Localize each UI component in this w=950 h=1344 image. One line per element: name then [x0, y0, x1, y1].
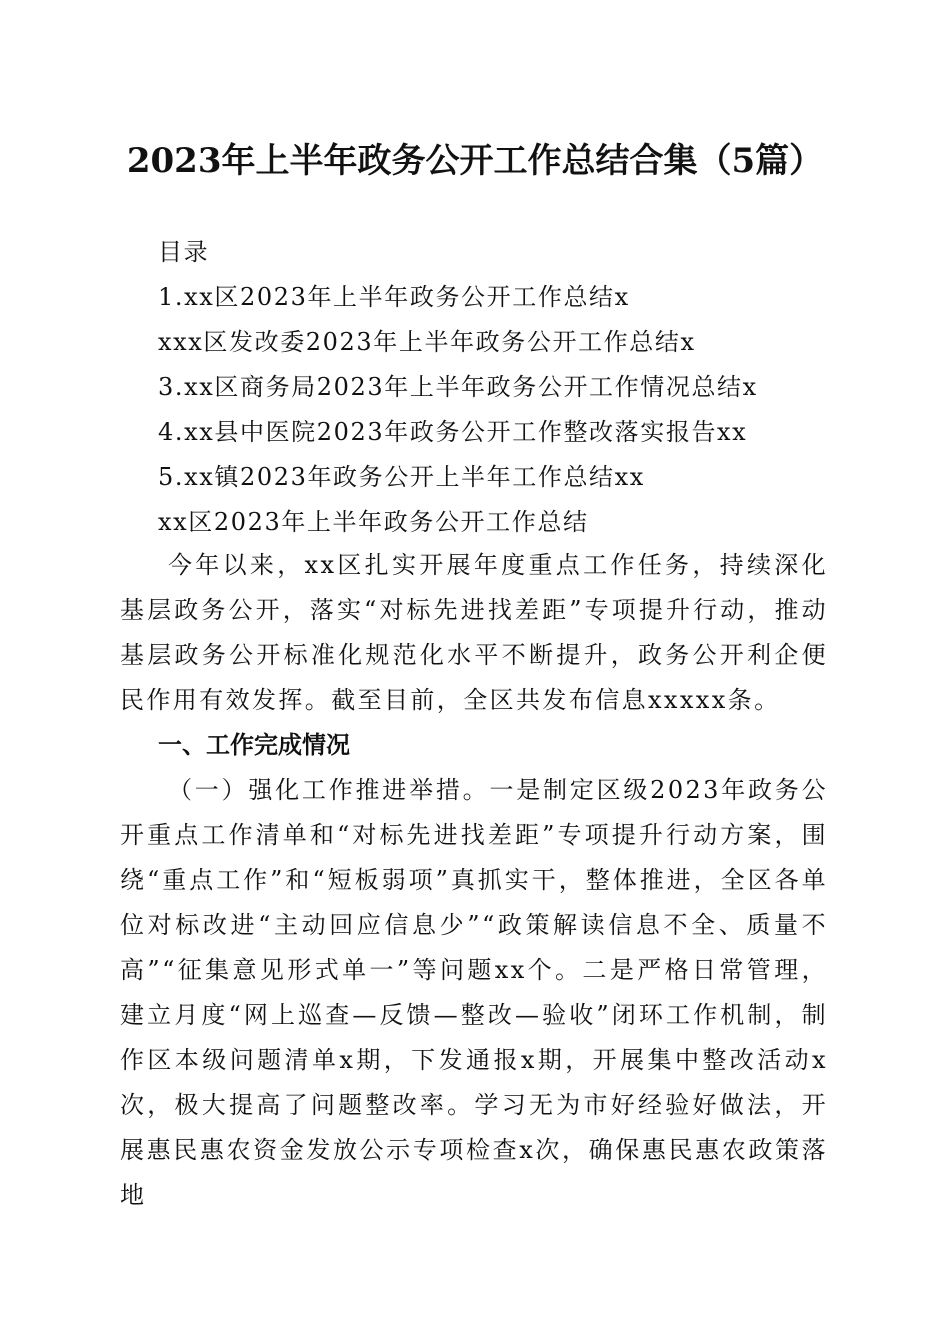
- subsection-lead: （一）强化工作推进举措。: [168, 776, 490, 804]
- section-heading: 一、工作完成情况: [158, 731, 350, 759]
- document-title: 2023年上半年政务公开工作总结合集（5篇）: [126, 141, 824, 181]
- toc-item: 3.xx区商务局2023年上半年政务公开工作情况总结x: [158, 373, 758, 401]
- toc-item: 1.xx区2023年上半年政务公开工作总结x: [158, 283, 630, 311]
- toc-heading: 目录: [158, 238, 210, 266]
- toc-item: 5.xx镇2023年政务公开上半年工作总结xx: [158, 463, 645, 491]
- subsection-paragraph: [120, 768, 828, 1218]
- toc-item: xx区2023年上半年政务公开工作总结: [158, 508, 589, 536]
- intro-paragraph: 今年以来，xx区扎实开展年度重点工作任务，持续深化基层政务公开，落实“对标先进找差距”专项提升行动，推动基层政务公开标准化规范化水平不断提升，政务公开利企便民作用有效发挥。截至目前，全区共发布信息xxxxx条。: [120, 551, 828, 714]
- subsection-block: [120, 768, 828, 1218]
- toc-item: 4.xx县中医院2023年政务公开工作整改落实报告xx: [158, 418, 748, 446]
- intro-block: [120, 543, 828, 723]
- toc-item: xxx区发改委2023年上半年政务公开工作总结x: [158, 328, 696, 356]
- subsection-text: 一是制定区级2023年政务公开重点工作清单和“对标先进找差距”专项提升行动方案，围绕“重点工作”和“短板弱项”真抓实干，整体推进，全区各单位对标改进“主动回应信息少”“政策解读信息不全、质量不高”“征集意见形式单一”等问题xx个。二是严格日常管理，建立月度“网上巡查—反馈—整改—验收”闭环工作机制，制作区本级问题清单x期，下发通报x期，开展集中整改活动x次，极大提高了问题整改率。学习无为市好经验好做法，开展惠民惠农资金发放公示专项检查x次，确保惠民惠农政策落地: [120, 776, 828, 1209]
- table-of-contents: [158, 230, 838, 545]
